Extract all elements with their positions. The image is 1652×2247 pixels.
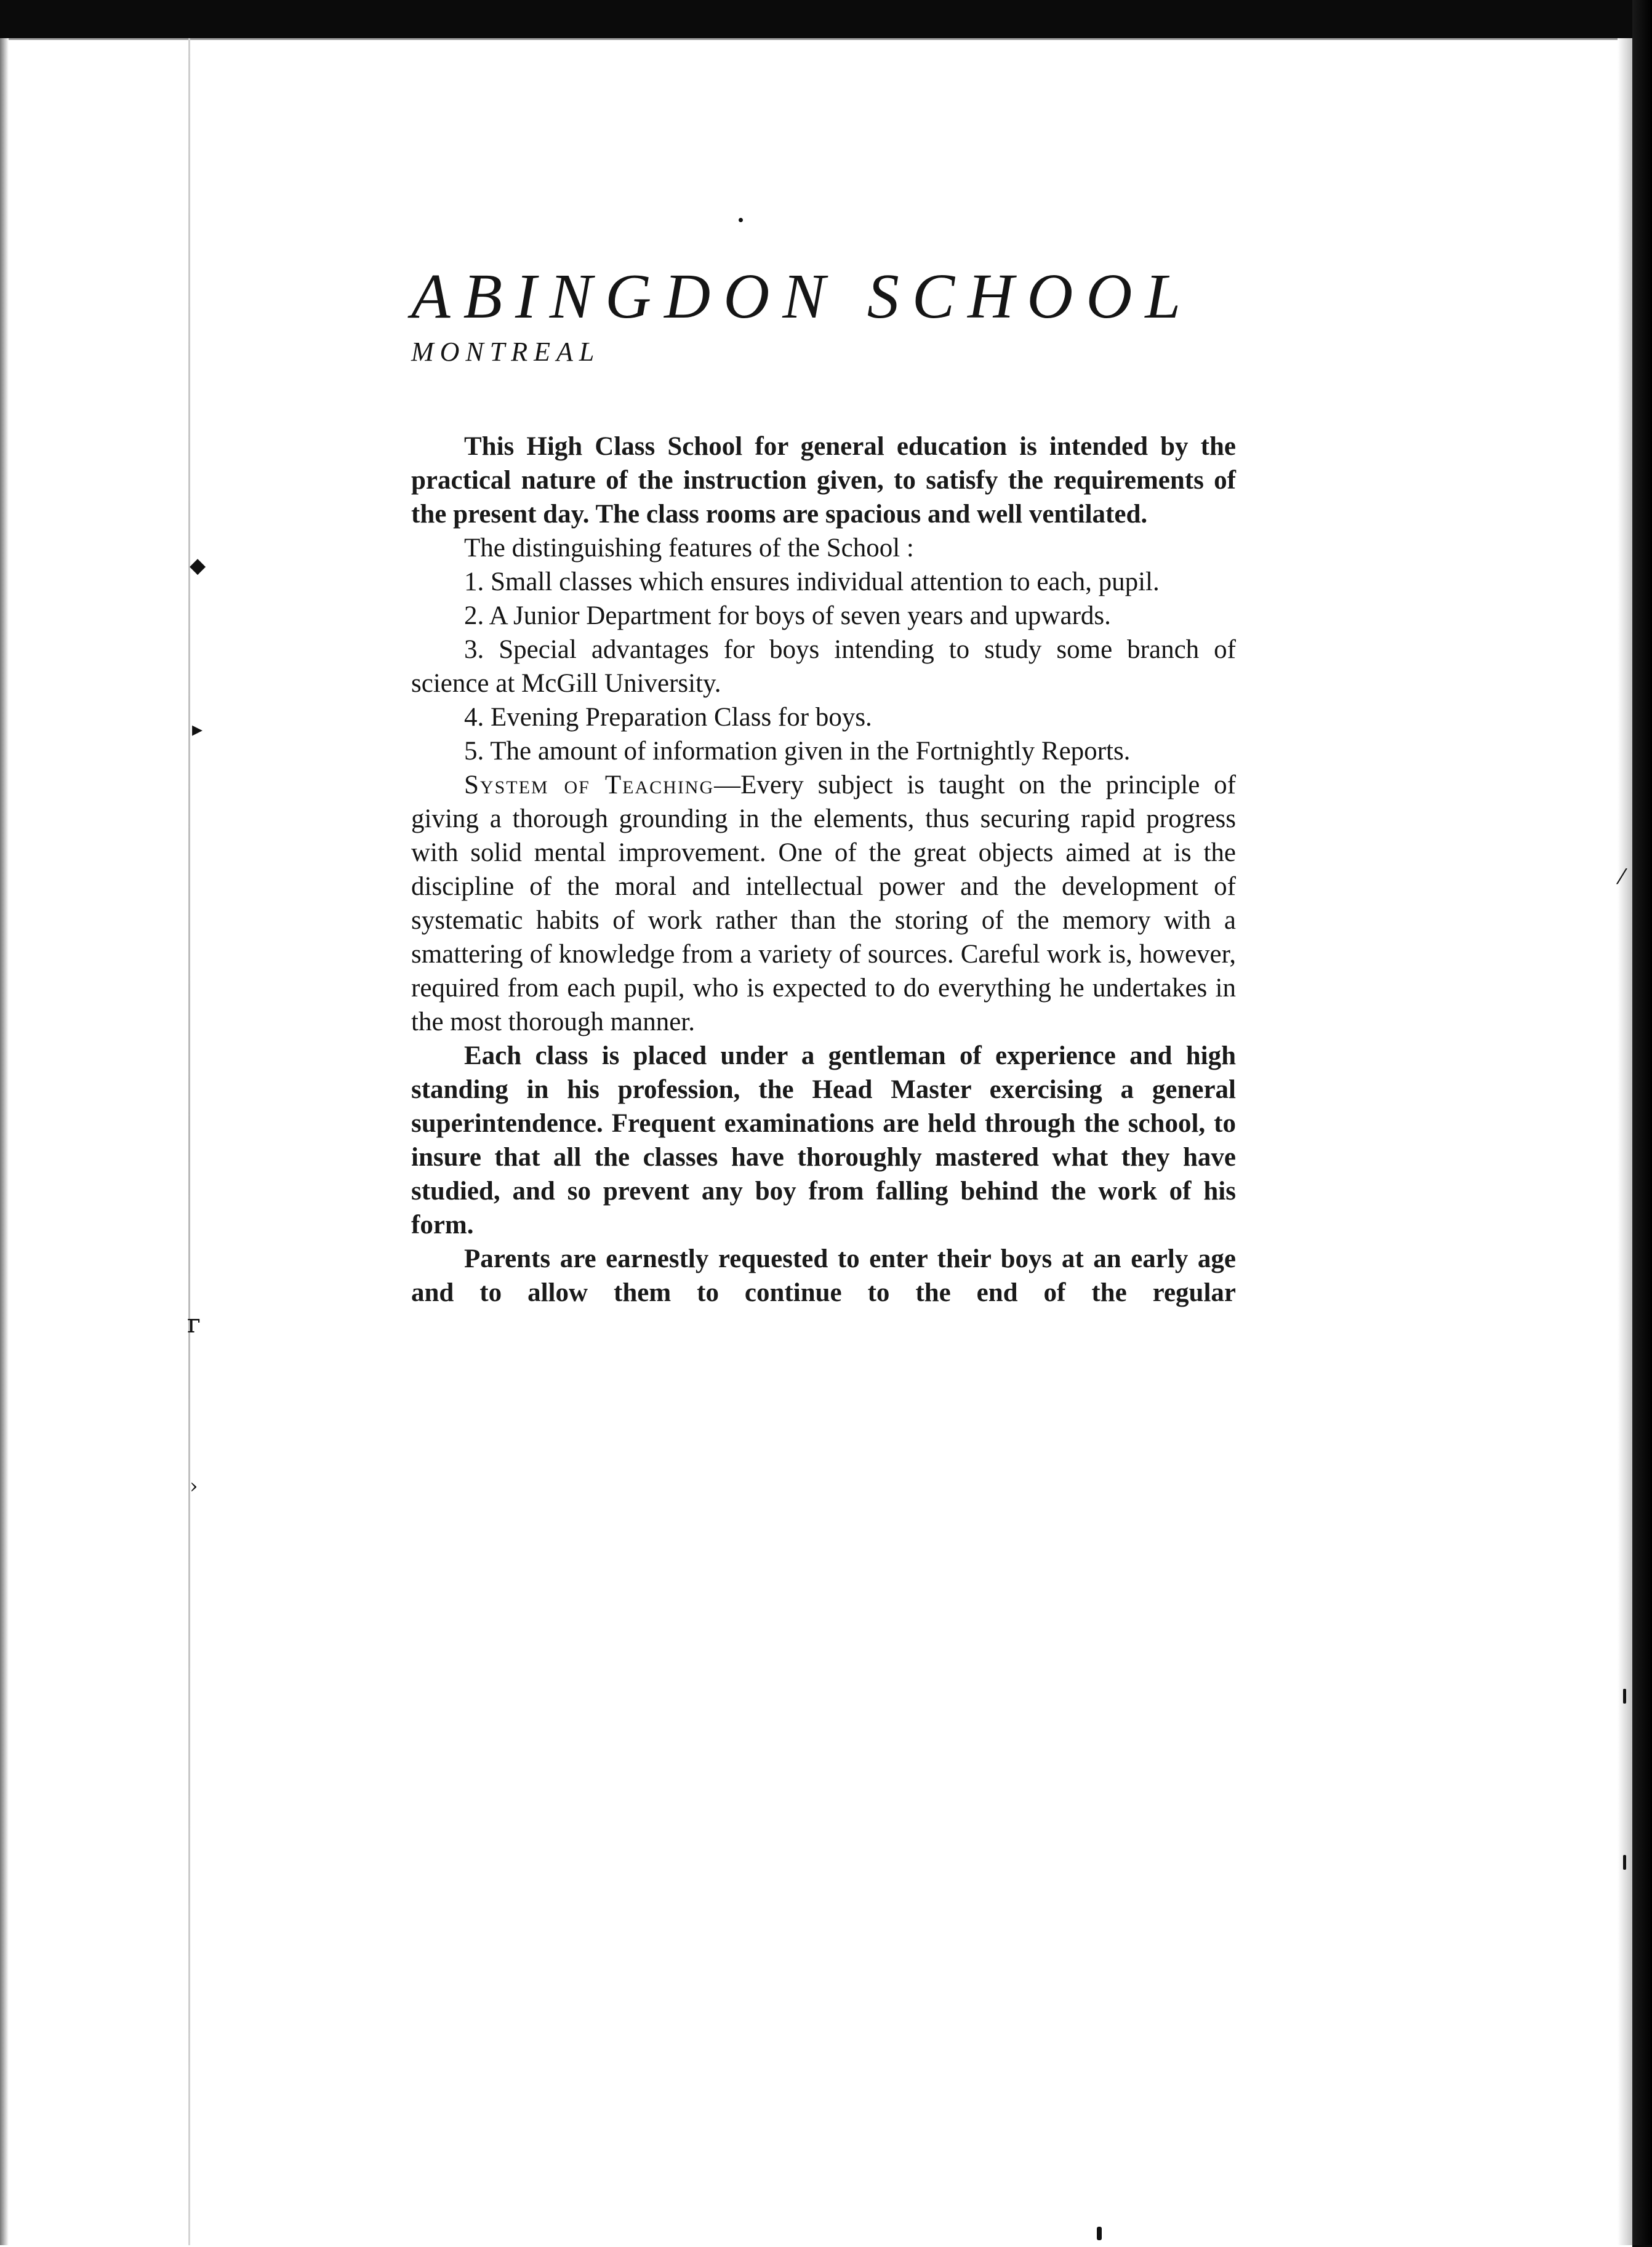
scan-top-border (0, 0, 1652, 38)
feature-item-3: 3. Special advantages for boys intending to study some branch of science at McGill University. (411, 635, 1236, 698)
paragraph-system-of-teaching (411, 768, 1236, 1039)
body-text (411, 430, 1236, 1310)
paragraph-intro: This High Class School for general education is intended by the practical nature of the instruction given, to satisfy the requirements of the present day. The class rooms are spacious and well ventilated. (411, 432, 1236, 529)
ink-speck (1623, 1855, 1626, 1870)
feature-item-4: 4. Evening Preparation Class for boys. (464, 703, 872, 732)
document-body (411, 261, 1236, 1310)
paragraph-each-class: Each class is placed under a gentleman of experience and high standing in his profession, the Head Master exercising a general superintendence. Frequent examinations are held through the school, to insure that all the classes have thoroughly mastered what they have studied, and so prevent any boy from falling behind the work of his form. (411, 1041, 1236, 1240)
paragraph-parents: Parents are earnestly requested to enter their boys at an early age and to allow them to continue to the end of the regular (411, 1244, 1236, 1307)
page-left-shadow (0, 38, 9, 2245)
ink-speck (1097, 2227, 1102, 2240)
binding-gutter-line (188, 38, 190, 2245)
binding-mark-4: › (190, 1474, 198, 1499)
scan-right-border (1632, 0, 1652, 2245)
binding-mark-3: г (187, 1308, 201, 1339)
edge-mark-1: ⁄ (1620, 865, 1624, 889)
ink-speck (1623, 1689, 1626, 1704)
document-subtitle: MONTREAL (411, 337, 601, 367)
system-of-teaching-heading: System of Teaching (464, 771, 715, 799)
feature-item-2: 2. A Junior Department for boys of seven years and upwards. (464, 601, 1111, 630)
feature-item-1: 1. Small classes which ensures individual attention to each, pupil. (464, 567, 1160, 596)
binding-mark-1: ◆ (190, 553, 206, 578)
document-title: ABINGDON SCHOOL (411, 261, 1194, 332)
feature-item-5: 5. The amount of information given in the Fortnightly Reports. (464, 737, 1131, 766)
ink-speck (739, 218, 743, 222)
system-of-teaching-text: —Every subject is taught on the principle of giving a thorough grounding in the elements, thus securing rapid progress with solid mental improvement. One of the great objects aimed at is the discipline of the moral and intellectual power and the development of systematic habits of work rather than the storing of the memory with a smattering of knowledge from a variety of sources. Careful work is, however, required from each pupil, who is expected to do everything he undertakes in the most thorough manner. (411, 771, 1236, 1036)
binding-mark-2: ▸ (192, 717, 203, 742)
paragraph-features-heading: The distinguishing features of the School : (464, 534, 914, 563)
page-right-shadow (1618, 38, 1632, 2245)
